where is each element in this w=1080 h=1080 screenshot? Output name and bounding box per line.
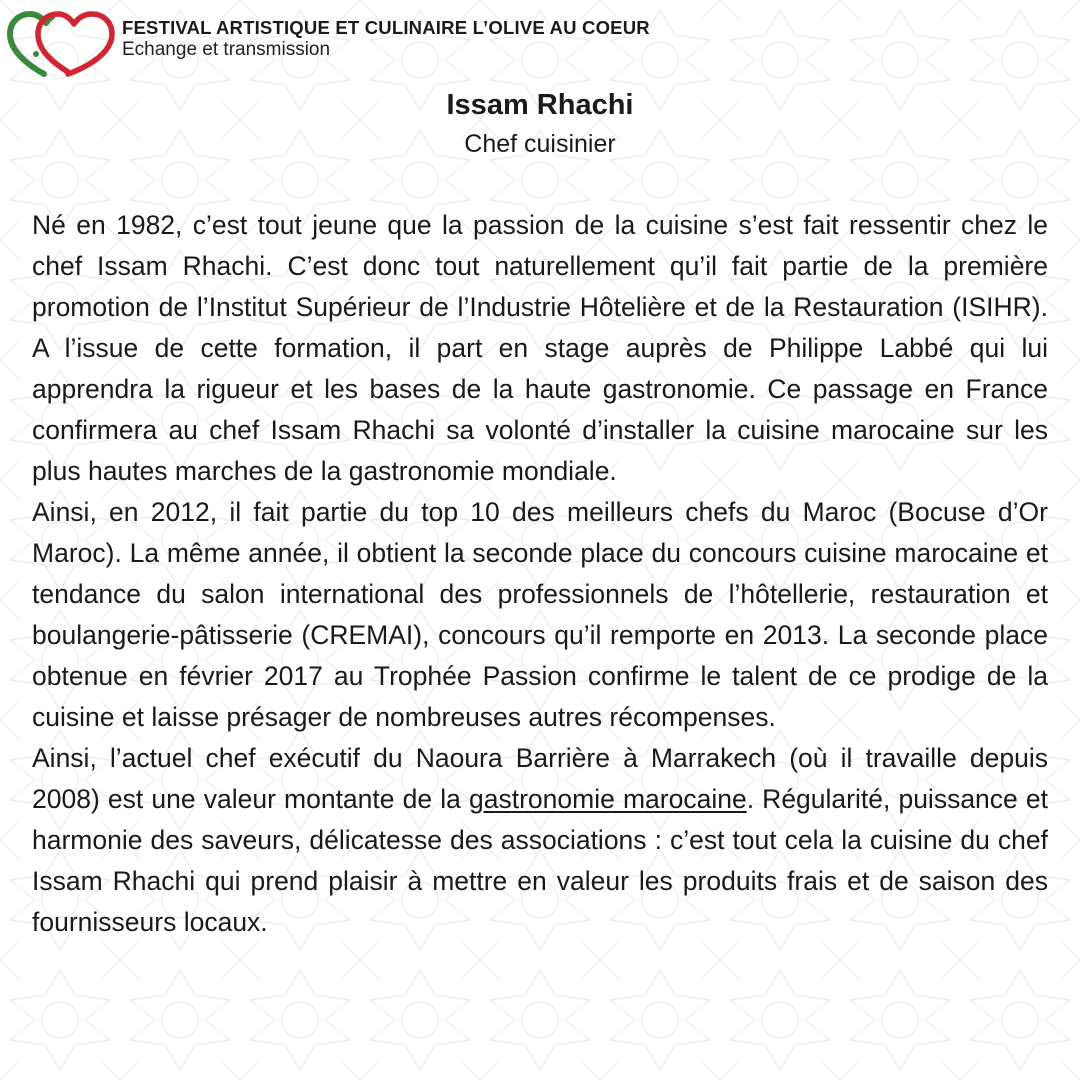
festival-title: FESTIVAL ARTISTIQUE ET CULINAIRE L’OLIVE AU COEUR xyxy=(122,17,650,38)
festival-header xyxy=(6,8,650,80)
bio-paragraph-3-start: Ainsi, l’actuel chef exécutif du Naoura Barrière à Marrakech (où il travaille depuis 2008) est une valeur montante de la xyxy=(32,743,1048,814)
bio-paragraph-1: Né en 1982, c’est tout jeune que la passion de la cuisine s’est fait ressentir chez le chef Issam Rhachi. C’est donc tout naturellement qu’il fait partie de la première promotion de l’Institut Supérieur de l’Industrie Hôtelière et de la Restauration (ISIHR). A l’issue de cette formation, il part en stage auprès de Philippe Labbé qui lui apprendra la rigueur et les bases de la haute gastronomie. Ce passage en France confirmera au chef Issam Rhachi sa volonté d’installer la cuisine marocaine sur les plus hautes marches de la gastronomie mondiale. xyxy=(32,210,1048,486)
olive-heart-logo-icon xyxy=(6,8,116,80)
chef-role: Chef cuisinier xyxy=(464,130,616,158)
bio-paragraph-2: Ainsi, en 2012, il fait partie du top 10 des meilleurs chefs du Maroc (Bocuse d’Or Maroc). La même année, il obtient la seconde place du concours cuisine marocaine et tendance du salon international des professionnels de l’hôtellerie, restauration et boulangerie-pâtisserie (CREMAI), concours qu’il remporte en 2013. La seconde place obtenue en février 2017 au Trophée Passion confirme le talent de ce prodige de la cuisine et laisse présager de nombreuses autres récompenses. xyxy=(32,497,1048,732)
chef-name: Issam Rhachi xyxy=(446,89,634,121)
festival-subtitle: Echange et transmission xyxy=(122,39,331,60)
bio-paragraph-3-end: . Régularité, puissance et harmonie des saveurs, délicatesse des associations : c’est tout cela la cuisine du chef Issam Rhachi qui prend plaisir à mettre en valeur les produits frais et de saison des fournisseurs locaux. xyxy=(32,784,1049,937)
bio-paragraph-3 xyxy=(32,738,1048,943)
biography xyxy=(32,205,1048,943)
gastronomie-marocaine-link[interactable]: gastronomie marocaine xyxy=(469,784,747,814)
